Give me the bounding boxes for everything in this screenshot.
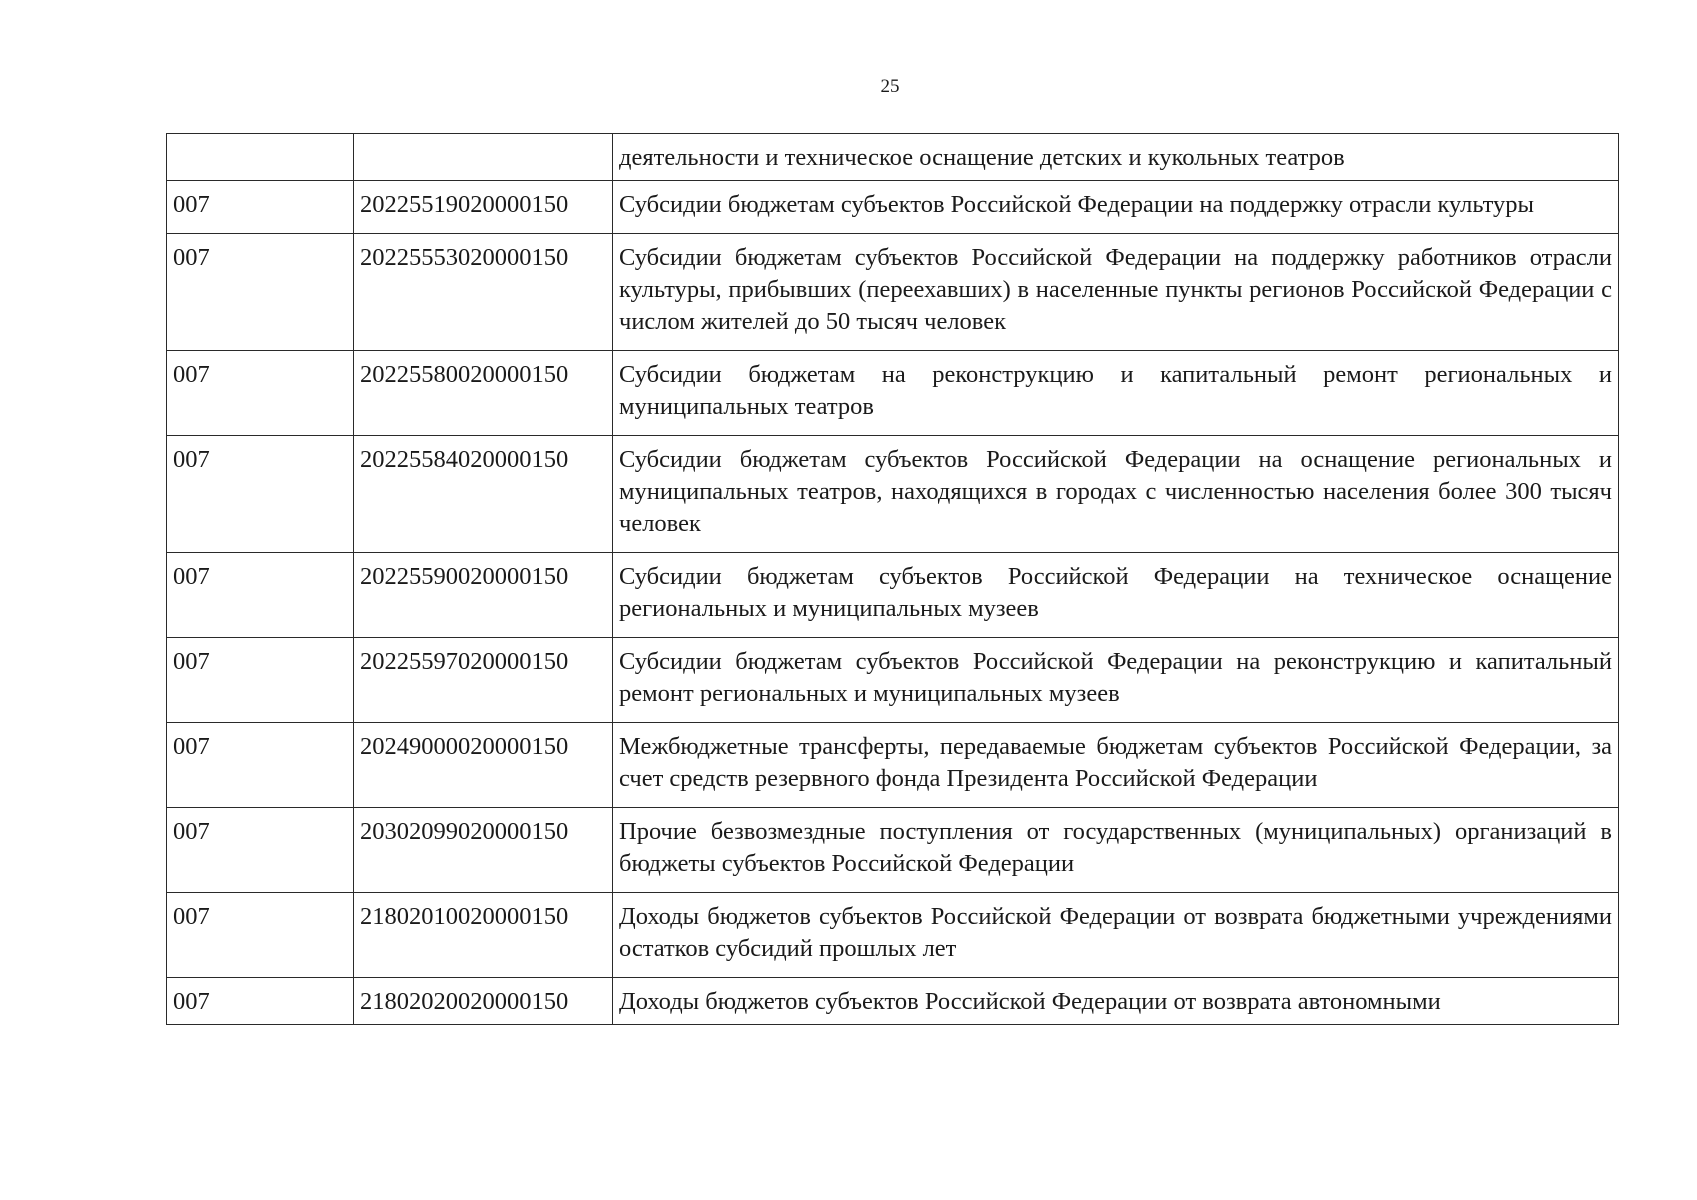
admin-code-cell: 007 — [167, 893, 354, 978]
description-cell: Доходы бюджетов субъектов Российской Федерации от возврата бюджетными учреждениями остатков субсидий прошлых лет — [613, 893, 1619, 978]
admin-code-cell: 007 — [167, 234, 354, 351]
description-cell: Прочие безвозмездные поступления от государственных (муниципальных) организаций в бюджеты субъектов Российской Федерации — [613, 808, 1619, 893]
admin-code-cell: 007 — [167, 436, 354, 553]
description-cell: Субсидии бюджетам субъектов Российской Федерации на техническое оснащение региональных и муниципальных музеев — [613, 553, 1619, 638]
table-row — [167, 978, 1619, 1025]
revenue-codes-table — [166, 133, 1619, 1025]
admin-code-cell — [167, 134, 354, 181]
table-row — [167, 893, 1619, 978]
page-number: 25 — [880, 76, 900, 97]
description-cell: Субсидии бюджетам на реконструкцию и капитальный ремонт региональных и муниципальных театров — [613, 351, 1619, 436]
table-row — [167, 134, 1619, 181]
admin-code-cell: 007 — [167, 351, 354, 436]
revenue-code-cell: 21802010020000150 — [354, 893, 613, 978]
revenue-code-cell: 20225553020000150 — [354, 234, 613, 351]
admin-code-cell: 007 — [167, 808, 354, 893]
revenue-code-cell: 21802020020000150 — [354, 978, 613, 1025]
revenue-code-cell — [354, 134, 613, 181]
revenue-code-cell: 20225580020000150 — [354, 351, 613, 436]
revenue-code-cell: 20249000020000150 — [354, 723, 613, 808]
table-row — [167, 351, 1619, 436]
description-cell: Субсидии бюджетам субъектов Российской Федерации на реконструкцию и капитальный ремонт региональных и муниципальных музеев — [613, 638, 1619, 723]
revenue-code-cell: 20225597020000150 — [354, 638, 613, 723]
revenue-code-cell: 20225590020000150 — [354, 553, 613, 638]
table-row — [167, 723, 1619, 808]
description-cell: Межбюджетные трансферты, передаваемые бюджетам субъектов Российской Федерации, за счет средств резервного фонда Президента Российской Федерации — [613, 723, 1619, 808]
description-cell: Субсидии бюджетам субъектов Российской Федерации на поддержку отрасли культуры — [613, 181, 1619, 234]
table-row — [167, 181, 1619, 234]
description-cell: деятельности и техническое оснащение детских и кукольных театров — [613, 134, 1619, 181]
description-cell: Субсидии бюджетам субъектов Российской Федерации на оснащение региональных и муниципальных театров, находящихся в городах с численностью населения более 300 тысяч человек — [613, 436, 1619, 553]
admin-code-cell: 007 — [167, 723, 354, 808]
description-cell: Субсидии бюджетам субъектов Российской Федерации на поддержку работников отрасли культуры, прибывших (переехавших) в населенные пункты регионов Российской Федерации с числом жителей до 50 тысяч человек — [613, 234, 1619, 351]
revenue-code-cell: 20225519020000150 — [354, 181, 613, 234]
table-row — [167, 234, 1619, 351]
admin-code-cell: 007 — [167, 181, 354, 234]
description-cell: Доходы бюджетов субъектов Российской Федерации от возврата автономными — [613, 978, 1619, 1025]
admin-code-cell: 007 — [167, 553, 354, 638]
table-row — [167, 436, 1619, 553]
table-row — [167, 638, 1619, 723]
admin-code-cell: 007 — [167, 978, 354, 1025]
table-row — [167, 808, 1619, 893]
table-row — [167, 553, 1619, 638]
admin-code-cell: 007 — [167, 638, 354, 723]
revenue-code-cell: 20225584020000150 — [354, 436, 613, 553]
revenue-code-cell: 20302099020000150 — [354, 808, 613, 893]
